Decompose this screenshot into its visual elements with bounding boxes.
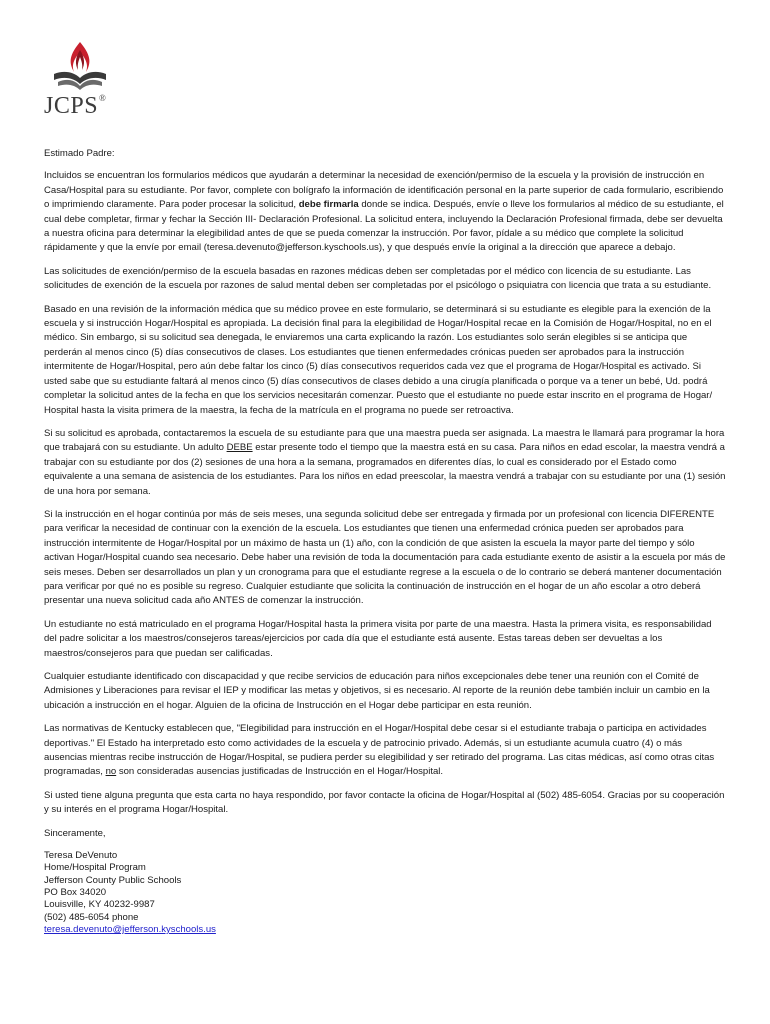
greeting: Estimado Padre: (44, 148, 115, 159)
paragraph-5: Si la instrucción en el hogar continúa por más de seis meses, una segunda solicitud debe ser entregada y firmada por un profesional con licencia DIFERENTE para verificar la necesidad de continuar con la exención de la escuela. Los estudiantes que tienen una enfermedad crónica pueden ser aprobados para instrucción intermitente de Hogar/Hospital por un máximo de hasta un (1) año, con la condición de que asisten la escuela la mayor parte del tiempo y sólo activan Hogar/Hospital cuando sea necesario. Debe haber una revisión de toda la documentación para cada estudiante exento de asistir a la escuela por más de seis meses. Deben ser desarrollados un plan y un cronograma para que el estudiante regrese a la escuela o de lo contrario se deberá mantener documentación para verificar por qué no es posible su regreso. Cualquier estudiante que solicita la continuación de instrucción en el hogar de un año escolar a otro deberá presentar una nueva solicitud cada año ANTES de comenzar la instrucción. (44, 508, 726, 607)
paragraph-7: Cualquier estudiante identificado con discapacidad y que recibe servicios de educación para niños excepcionales debe tener una reunión con el Comité de Admisiones y Liberaciones para revisar el IEP y modificar las metas y objetivos, si es necesario. Al reporte de la reunión debe también incluir un cambio en la ubicación a instrucción en el hogar. Alguien de la oficina de Instrucción en el Hogar debe participar en esta reunión. (44, 671, 710, 711)
not-emphasis: no (105, 766, 117, 778)
must-sign-emphasis: debe firmarla (298, 199, 359, 211)
closing: Sinceramente, (44, 827, 106, 839)
signer-phone: (502) 485-6054 phone (44, 911, 139, 923)
letter-body (44, 147, 726, 936)
paragraph-1 (44, 169, 726, 255)
signature-block (44, 850, 726, 936)
logo-text: JCPS (44, 93, 99, 119)
paragraph-1-c: donde se indica. Después, envíe o lleve los formularios al médico de su estudiante, el cual debe completar, firmar y fechar la Sección III- Declaración Profesional. La solicitud entera, incluyendo la Declaración Profesional firmada, debe ser devuelta a nuestra oficina para determinar la elegibilidad antes de que se pueda comenzar la instrucción. Por favor, pídale a su médico que complete la solicitud rápidamente y que la envíe por email (teresa.devenuto@jefferson.kyschools.us), y que después envíe la original a la dirección que aparece a debajo. (44, 199, 724, 254)
must-emphasis: DEBE (226, 442, 253, 454)
email-link[interactable]: teresa.devenuto@jefferson.kyschools.us (44, 923, 216, 935)
paragraph-8-c: son consideradas ausencias justificadas de Instrucción en el Hogar/Hospital. (116, 766, 444, 778)
paragraph-4-a: Si su solicitud es aprobada, contactaremos la escuela de su estudiante para que una maestra pueda ser asignada. La maestra le llamará para programar la hora que trabajará con su estudiante. Un adulto (44, 427, 725, 454)
paragraph-4 (44, 427, 726, 499)
signer-name: Teresa DeVenuto (44, 850, 118, 862)
paragraph-8 (44, 722, 726, 780)
paragraph-9: Si usted tiene alguna pregunta que esta carta no haya respondido, por favor contacte la oficina de Hogar/Hospital al (502) 485-6054. Gracias por su cooperación y su interés en el programa Hogar/Hospital. (44, 789, 725, 816)
paragraph-1-a: Incluidos se encuentran los formularios médicos que ayudarán a determinar la necesidad de exención/permiso de la escuela y la provisión de instrucción en Casa/Hospital para su estudiante. Por favor, complete con bolígrafo la información de identificación personal en la parte superior de cada formulario, escribiendo o imprimiendo claramente. Para poder procesar la solicitud, (44, 170, 724, 211)
paragraph-8-a: Las normativas de Kentucky establecen que, "Elegibilidad para instrucción en el Hogar/Hospital debe cesar si el estudiante trabaja o participa en actividades deportivas." El Estado ha interpretado esto como actividades de la escuela y de patrocinio privado. Además, si un estudiante acumula cuatro (4) o más ausencias mientras recibe instrucción de Hogar/Hospital, se pudiera perder su elegibilidad y ser retirado del programa. Las citas médicas, así como otras citas programadas, (44, 723, 715, 778)
paragraph-2: Las solicitudes de exención/permiso de la escuela basadas en razones médicas deben ser completadas por el médico con licencia de su estudiante. Las solicitudes de exención de la escuela por razones de salud mental deben ser completadas por el psicólogo o psiquiatra con licencia que trata a su estudiante. (44, 265, 712, 292)
signer-po-box: PO Box 34020 (44, 886, 107, 898)
jcps-logo (40, 40, 120, 120)
paragraph-3: Basado en una revisión de la información médica que su médico provee en este formulario, se determinará si su estudiante es elegible para la exención de la escuela y si instrucción Hogar/Hospital es apropiada. La decisión final para la elegibilidad de Hogar/Hospital recae en la Comisión de Hogar/Hospital, no en el médico. Sin embargo, si su solicitud sea denegada, le enviaremos una carta explicando la razón. Los estudiantes solo serán elegibles si se anticipa que perderán al menos cinco (5) días consecutivos de clases. Los estudiantes que tienen enfermedades crónicas pueden ser aprobados para la instrucción intermitente de Hogar/Hospital, pero aún debe faltar los cinco (5) días consecutivos requeridos cada vez que el programa de Hogar/Hospital es activado. Si usted sabe que su estudiante faltará al menos cinco (5) días consecutivos de clases debido a una cirugía planificada o porque va a tener un bebé, Ud. podrá completar la solicitud antes de la fecha en que los servicios necesitarán comenzar. Puesto que el estudiante no puede estar inscrito en el programa de Hogar/ Hospital hasta la visita primera de la maestra, la fecha de la matrícula en el programa no puede ser retroactiva. (44, 303, 713, 416)
signer-city: Louisville, KY 40232-9987 (44, 899, 155, 911)
paragraph-6: Un estudiante no está matriculado en el programa Hogar/Hospital hasta la primera visita por parte de una maestra. Hasta la primera visita, es responsabilidad del padre solicitar a los maestros/consejeros tareas/ejercicios por cada día que el estudiante está ausente. Estas tareas deben ser devueltas a los maestros/consejeros para que puedan ser calificadas. (44, 618, 712, 659)
paragraph-4-c: estar presente todo el tiempo que la maestra está en su casa. Para niños en edad escolar, la maestra vendrá a trabajar con su estudiante por dos (2) sesiones de una hora a la semana, programados en diferentes días, lo cual es considerado por el Estado como equivalente a una semana de asistencia de los estudiantes. Para los niños en edad preescolar, la maestra vendrá a trabajar con su estudiante por una (1) sesión de una hora por semana. (44, 442, 726, 497)
flame-book-icon (40, 40, 120, 100)
signer-organization: Jefferson County Public Schools (44, 874, 182, 886)
signer-program: Home/Hospital Program (44, 862, 146, 874)
registered-mark: ® (99, 93, 107, 103)
